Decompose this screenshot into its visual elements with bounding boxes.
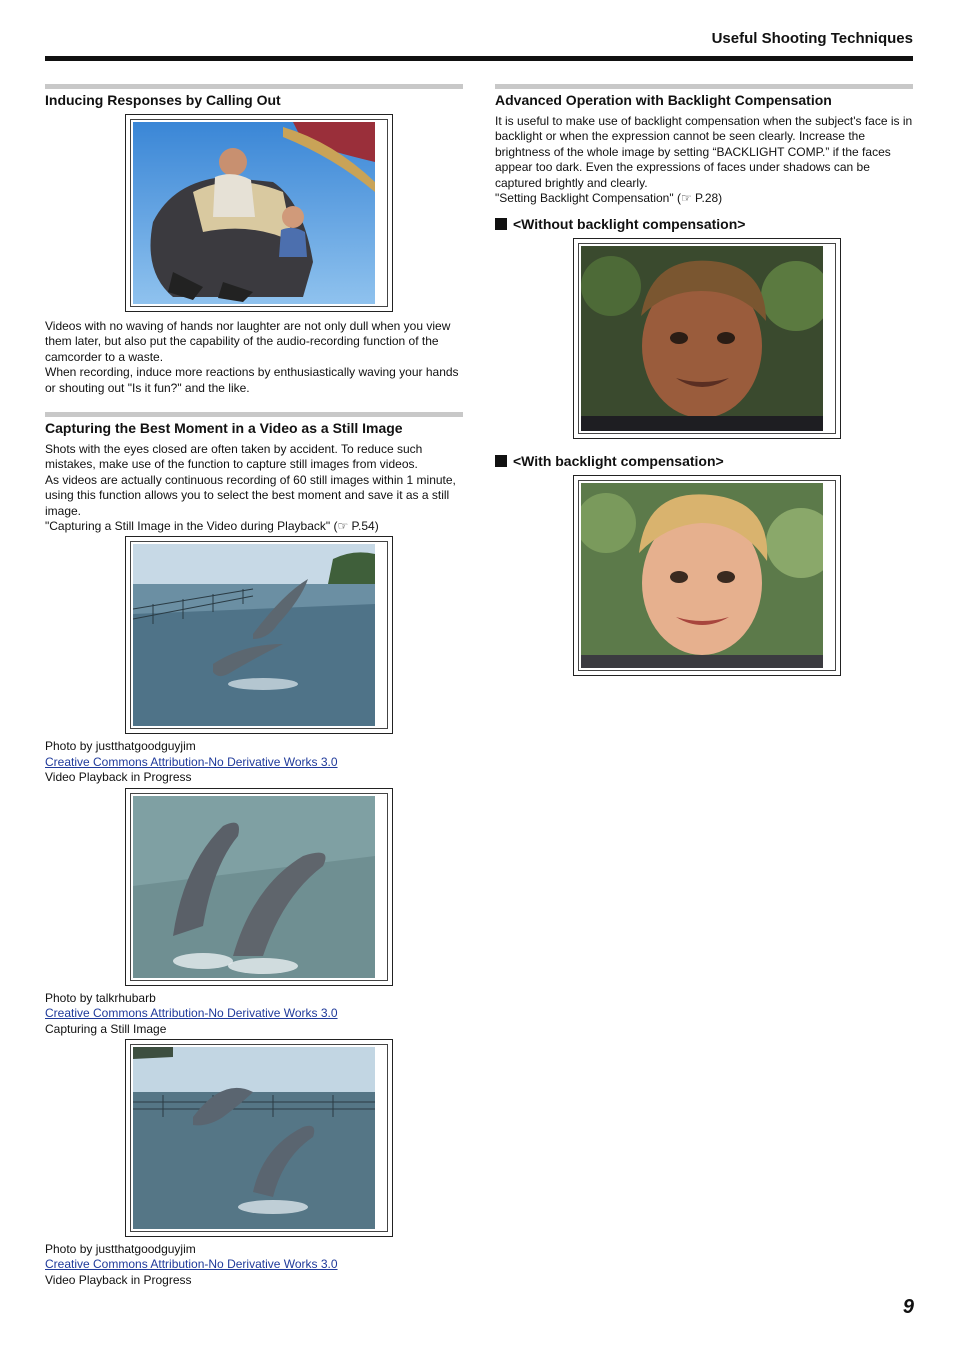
page-reference: "Capturing a Still Image in the Video during Playback" (☞ P.54)	[45, 519, 379, 534]
license-link[interactable]: Creative Commons Attribution-No Derivative Works 3.0	[45, 1257, 338, 1272]
photo-credit: Photo by justthatgoodguyjim	[45, 739, 196, 754]
boy-face-dark-image	[581, 246, 823, 431]
photo-label: Capturing a Still Image	[45, 1021, 167, 1036]
page-header-title: Useful Shooting Techniques	[711, 30, 913, 47]
dolphin-pair-image	[133, 796, 375, 978]
left-column	[45, 84, 463, 1288]
page-header	[45, 28, 913, 61]
photo-dolphins-2	[125, 788, 393, 986]
square-bullet-icon	[495, 455, 507, 467]
subheading-with-backlight	[495, 453, 913, 469]
dolphin-jump-image	[133, 1047, 375, 1229]
photo-label: Video Playback in Progress	[45, 770, 192, 785]
body-paragraph: Videos with no waving of hands nor laughter are not only dull when you view them later, but also put the capability of the audio-recording function of the camcorder to a waste.	[45, 319, 451, 364]
body-paragraph: It is useful to make use of backlight compensation when the subject's face is in backlight or when the expression cannot be seen clearly. Increase the brightness of the whole image by setting “BACKLIGHT COMP.” if the faces appear too dark. Even the expressions of faces under shadows can be captured brightly and clearly.	[495, 114, 913, 190]
section-title-calling-out: Inducing Responses by Calling Out	[45, 84, 463, 108]
photo-dolphins-3	[125, 1039, 393, 1237]
boy-face-bright-image	[581, 483, 823, 668]
page-reference: "Setting Backlight Compensation" (☞ P.28)	[495, 191, 723, 206]
page-number: 9	[902, 1296, 914, 1318]
body-paragraph: Shots with the eyes closed are often taken by accident. To reduce such mistakes, make use of the function to capture still images from videos.	[45, 442, 423, 472]
license-link[interactable]: Creative Commons Attribution-No Derivative Works 3.0	[45, 754, 338, 769]
subheading-text: <With backlight compensation>	[513, 453, 724, 470]
square-bullet-icon	[495, 218, 507, 230]
photo-credit: Photo by justthatgoodguyjim	[45, 1241, 196, 1256]
subheading-without-backlight	[495, 216, 913, 232]
section-title-best-moment: Capturing the Best Moment in a Video as a Still Image	[45, 412, 463, 436]
license-link[interactable]: Creative Commons Attribution-No Derivative Works 3.0	[45, 1006, 338, 1021]
dolphin-jump-image	[133, 544, 375, 726]
subheading-text: <Without backlight compensation>	[513, 216, 746, 233]
photo-credit: Photo by talkrhubarb	[45, 990, 156, 1005]
body-paragraph: As videos are actually continuous recording of 60 still images within 1 minute, using this function allows you to select the best moment and save it as a still image.	[45, 472, 456, 518]
photo-boy-bright	[573, 475, 841, 676]
photo-dolphins-1	[125, 536, 393, 734]
right-column	[495, 84, 913, 676]
amusement-ride-image	[133, 122, 375, 304]
photo-label: Video Playback in Progress	[45, 1272, 192, 1287]
photo-amusement-ride	[125, 114, 393, 312]
photo-boy-dark	[573, 238, 841, 439]
body-paragraph: When recording, induce more reactions by enthusiastically waving your hands or shouting out "Is it fun?" and the like.	[45, 365, 459, 395]
section-title-backlight: Advanced Operation with Backlight Compensation	[495, 84, 913, 108]
